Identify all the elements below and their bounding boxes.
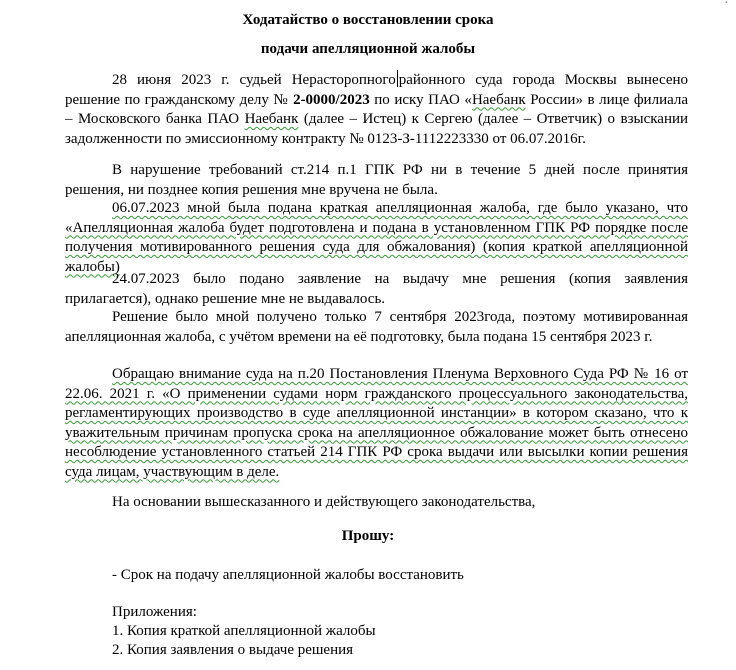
p1-part-e: (далее – Истец) к Сергею (далее – Ответчик) о взыскании задолженности по эмиссионному контракту № 0123-З-1112223330 от 06.07.2016г. [65,111,689,147]
p5-text: Решение было мной получено только 7 сентября 2023года, поэтому мотивированная апелляционная жалоба, с учётом времени на её подготовку, была подана 15 сентября 2023 г. [65,309,688,345]
p1-part-c: по иску ПАО « [374,91,472,108]
bank-name-misspelled: Наебанк [471,91,526,108]
paragraph-violation [65,161,688,200]
text-cursor [397,70,398,87]
paragraph-short-appeal [65,199,688,277]
case-number: 2-0000/2023 [293,91,370,108]
p1-part-d: России» в лице филиала – Московского банка ПАО [65,91,689,127]
p4-text: 24.07.2023 было подано заявление на выдачу мне решения (копия заявления прилагается), однако решение мне не выдавалось. [65,271,688,307]
p7-text: На основании вышесказанного и действующего законодательства, [112,494,536,510]
request-heading: Прошу: [341,528,395,544]
paragraph-basis [65,493,688,513]
document-title-line2: подачи апелляционной жалобы [260,41,476,57]
paragraph-request-copy [65,270,688,309]
document-title-line1: Ходатайство о восстановлении срока [242,12,494,28]
p3-text: 06.07.2023 мной была подана краткая апелляционная жалоба, где было указано, что «Апелляционная жалоба будет подготовлена и подана в установленном ГПК РФ порядке после получения мотивированного решения суда для обжалования) (копия краткой апелляционной жалобы) [65,200,688,275]
attachment-item: 2. Копия заявления о выдаче решения [112,642,354,658]
request-item: - Срок на подачу апелляционной жалобы восстановить [112,567,464,583]
corner-mark [725,0,729,8]
bank-name-misspelled-2: Наебанк [244,111,299,127]
paragraph-plenum [65,365,688,482]
p1-part-b: районного суда города Москвы вынесено решение по гражданскому делу № [65,72,688,108]
paragraph-decision [65,70,688,149]
p1-part-a: 28 июня 2023 г. судьей Нерасторопного [112,72,396,88]
attachment-item: 1. Копия краткой апелляционной жалобы [112,623,376,639]
paragraph-received [65,308,688,347]
p6-text: Обращаю внимание суда на п.20 Постановления Пленума Верховного Суда РФ № 16 от 22.06. 2021 г. «О применении судами норм гражданского процессуального законодательства, регламентирующих производство в суде апелляционной инстанции» в котором сказано, что к уважительным причинам пропуска срока на апелляционное обжалование может быть отнесено несоблюдение установленного статьей 214 ГПК РФ срока выдачи или высылки копии решения суда лицам, участвующим в деле. [65,366,688,480]
p2-text: В нарушение требований ст.214 п.1 ГПК РФ ни в течение 5 дней после принятия решения, ни позднее копия решения мне вручена не была. [65,162,688,198]
attachments-heading: Приложения: [112,604,197,620]
